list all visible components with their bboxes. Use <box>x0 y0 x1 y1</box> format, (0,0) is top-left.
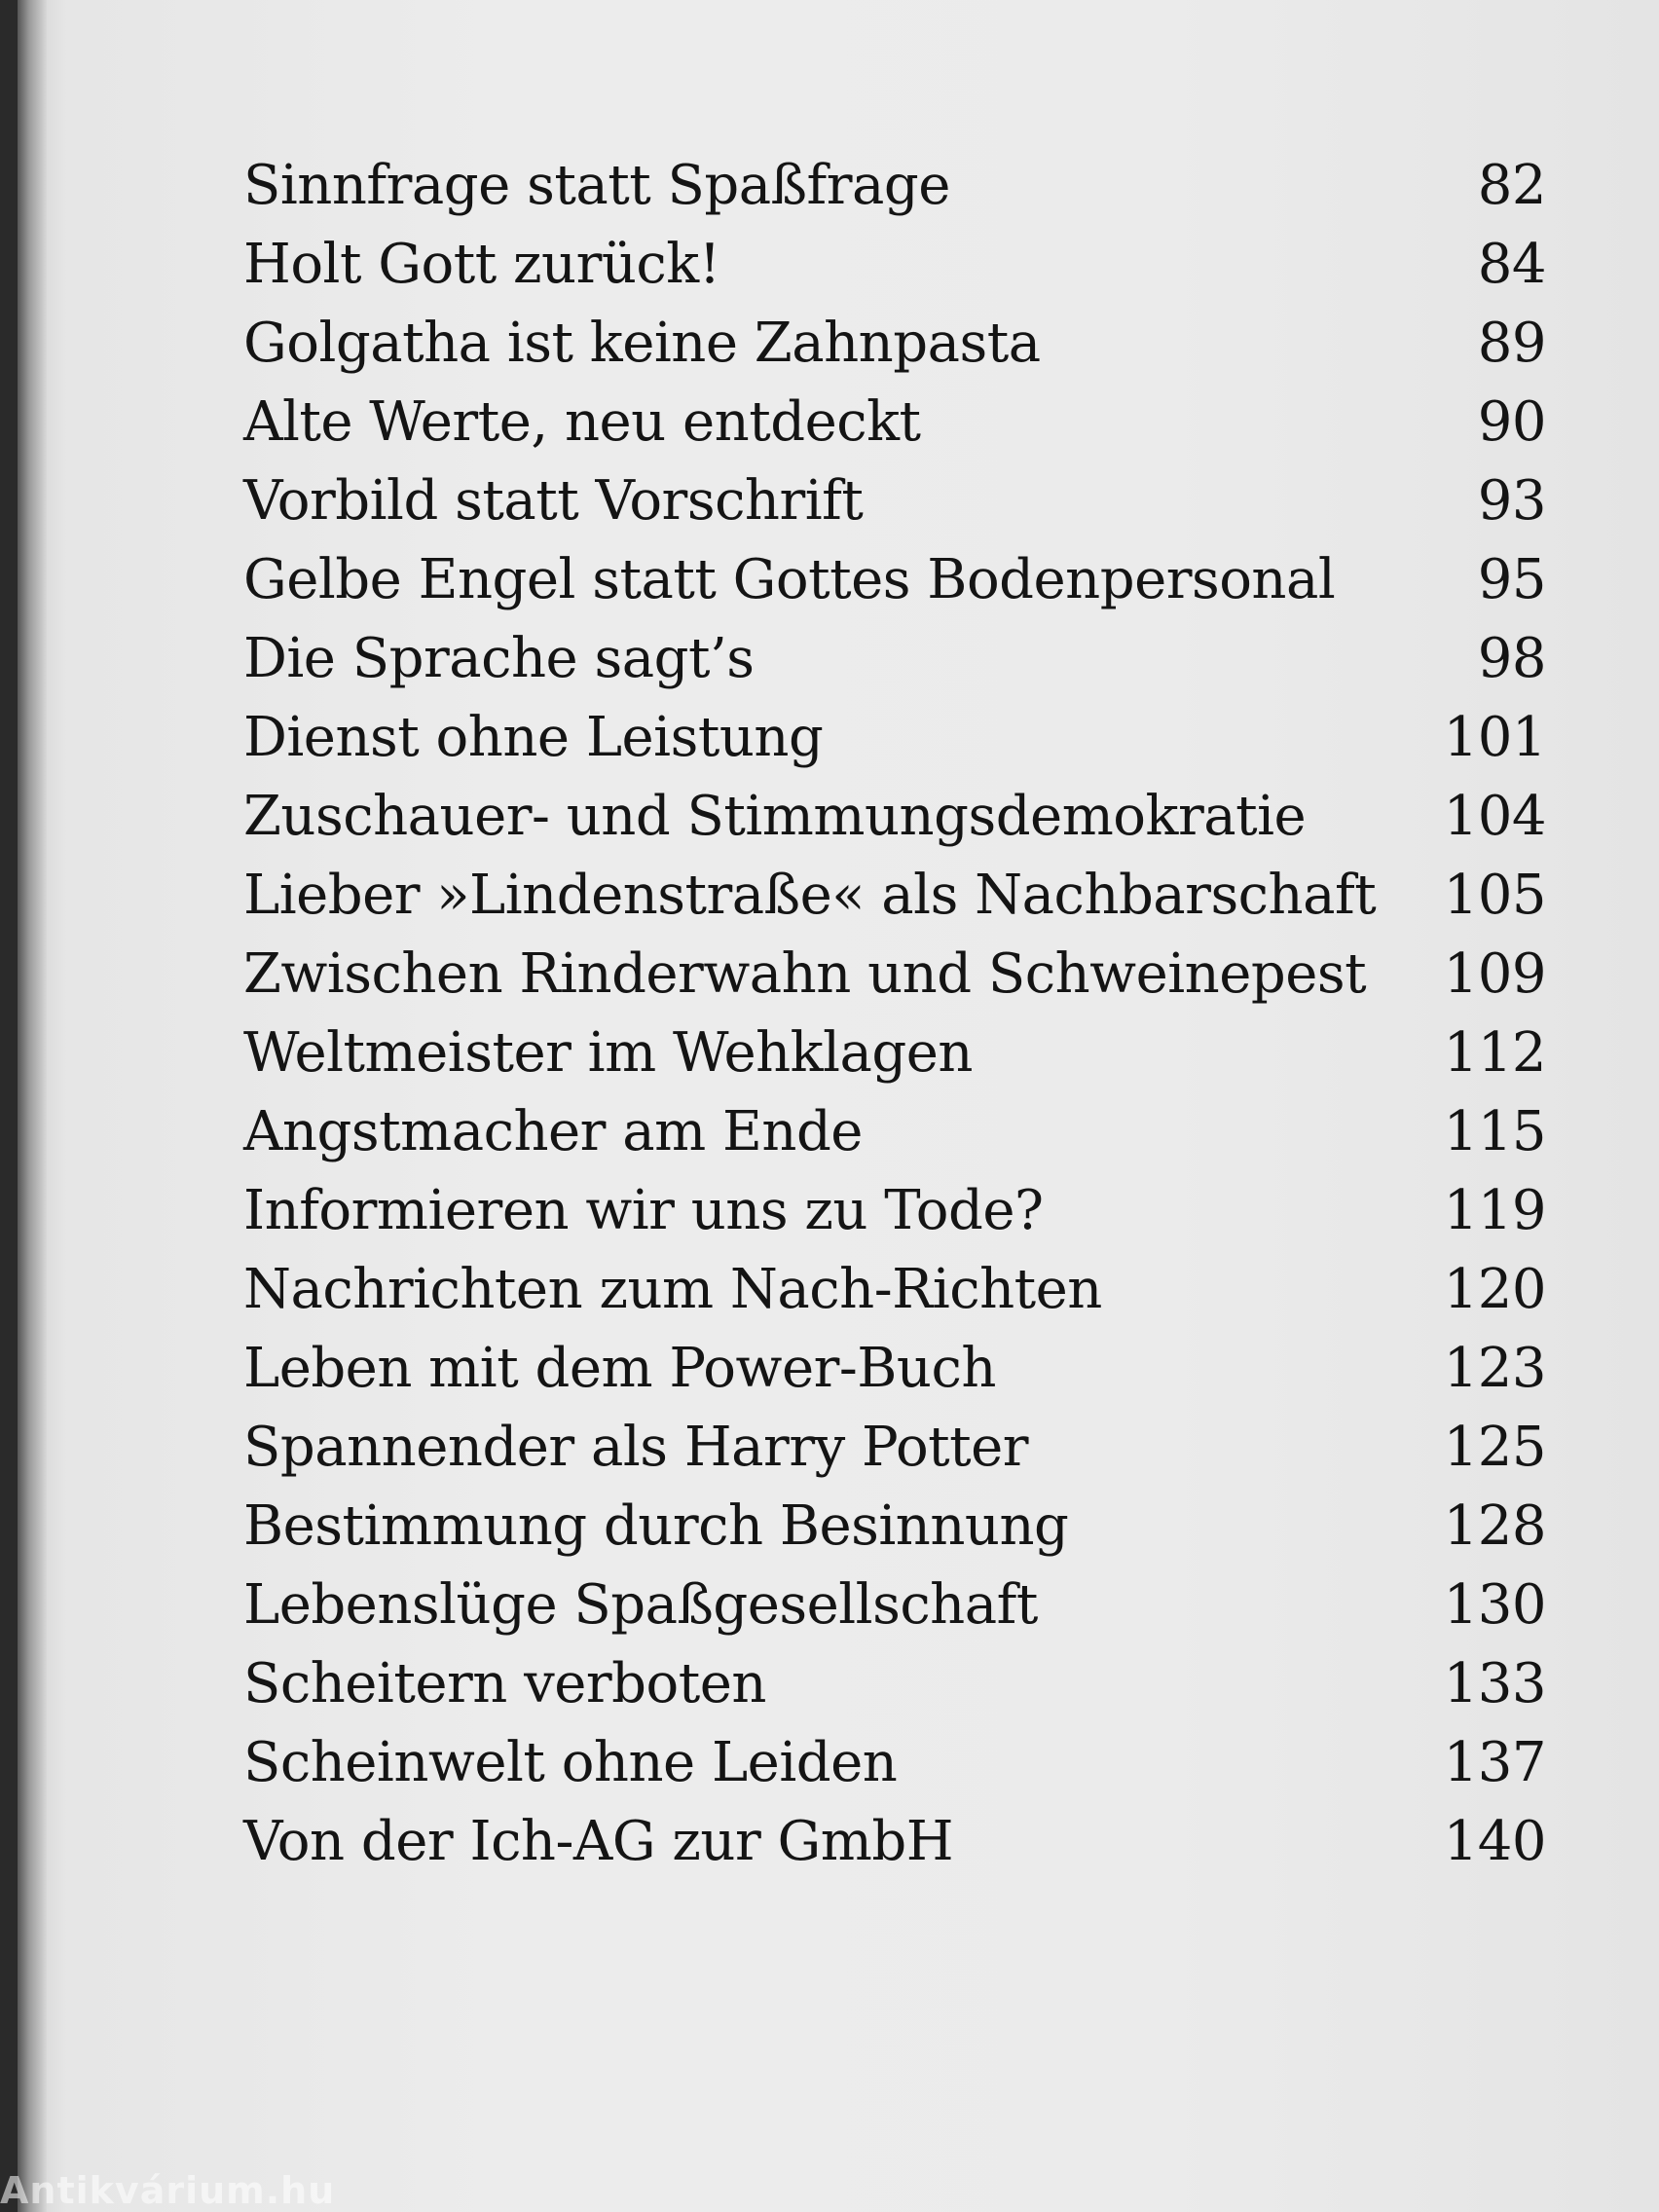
toc-entry <box>243 1644 1546 1723</box>
toc-entry <box>243 1092 1546 1171</box>
book-page <box>18 0 1659 2212</box>
toc-entry-page-number: 95 <box>1477 548 1546 611</box>
toc-entry-page-number: 137 <box>1443 1731 1546 1794</box>
toc-entry-title: Zuschauer- und Stimmungsdemokratie <box>243 785 1307 848</box>
toc-entry <box>243 619 1546 698</box>
toc-entry-page-number: 109 <box>1443 942 1546 1006</box>
toc-entry-page-number: 82 <box>1477 154 1546 217</box>
toc-entry <box>243 1566 1546 1644</box>
toc-entry-page-number: 89 <box>1477 312 1546 375</box>
toc-entry-title: Von der Ich-AG zur GmbH <box>243 1810 954 1873</box>
toc-entry <box>243 1723 1546 1802</box>
toc-entry <box>243 1014 1546 1092</box>
toc-entry-page-number: 90 <box>1477 390 1546 454</box>
toc-entry <box>243 935 1546 1014</box>
toc-entry-title: Angstmacher am Ende <box>243 1100 863 1163</box>
toc-entry-title: Gelbe Engel statt Gottes Bodenpersonal <box>243 548 1336 611</box>
toc-entry-title: Leben mit dem Power-Buch <box>243 1337 996 1400</box>
toc-entry-title: Informieren wir uns zu Tode? <box>243 1179 1044 1242</box>
toc-entry <box>243 856 1546 935</box>
toc-entry <box>243 1250 1546 1329</box>
toc-entry-title: Dienst ohne Leistung <box>243 706 824 769</box>
toc-entry-page-number: 125 <box>1443 1416 1546 1479</box>
toc-entry-page-number: 120 <box>1443 1258 1546 1321</box>
toc-entry-title: Weltmeister im Wehklagen <box>243 1021 973 1085</box>
toc-entry <box>243 540 1546 619</box>
toc-entry-title: Bestimmung durch Besinnung <box>243 1494 1069 1558</box>
toc-entry-page-number: 123 <box>1443 1337 1546 1400</box>
toc-entry-page-number: 119 <box>1443 1179 1546 1242</box>
toc-entry-page-number: 128 <box>1443 1494 1546 1558</box>
toc-entry-page-number: 84 <box>1477 233 1546 296</box>
toc-entry-title: Lieber »Lindenstraße« als Nachbarschaft <box>243 864 1377 927</box>
toc-entry <box>243 698 1546 777</box>
toc-entry-title: Scheinwelt ohne Leiden <box>243 1731 898 1794</box>
toc-entry-title: Spannender als Harry Potter <box>243 1416 1029 1479</box>
toc-entry-title: Holt Gott zurück! <box>243 233 720 296</box>
toc-entry-page-number: 105 <box>1443 864 1546 927</box>
toc-entry-title: Die Sprache sagt’s <box>243 627 755 690</box>
toc-entry-title: Zwischen Rinderwahn und Schweinepest <box>243 942 1367 1006</box>
toc-entry-title: Scheitern verboten <box>243 1652 766 1715</box>
toc-entry <box>243 1802 1546 1881</box>
table-of-contents <box>243 146 1546 1881</box>
toc-entry <box>243 777 1546 856</box>
toc-entry-page-number: 112 <box>1443 1021 1546 1085</box>
toc-entry-page-number: 140 <box>1443 1810 1546 1873</box>
toc-entry-page-number: 130 <box>1443 1573 1546 1637</box>
watermark-text: Antikvárium.hu <box>0 2169 336 2212</box>
toc-entry <box>243 146 1546 225</box>
toc-entry-title: Vorbild statt Vorschrift <box>243 469 864 533</box>
toc-entry <box>243 304 1546 383</box>
toc-entry <box>243 1408 1546 1487</box>
toc-entry-page-number: 104 <box>1443 785 1546 848</box>
toc-entry-title: Nachrichten zum Nach-Richten <box>243 1258 1102 1321</box>
page-spine-shadow <box>18 0 47 2212</box>
toc-entry <box>243 1171 1546 1250</box>
toc-entry-page-number: 98 <box>1477 627 1546 690</box>
toc-entry <box>243 383 1546 461</box>
toc-entry <box>243 1487 1546 1566</box>
toc-entry-page-number: 115 <box>1443 1100 1546 1163</box>
toc-entry-title: Lebenslüge Spaßgesellschaft <box>243 1573 1038 1637</box>
toc-entry-page-number: 93 <box>1477 469 1546 533</box>
toc-entry <box>243 461 1546 540</box>
toc-entry-title: Alte Werte, neu entdeckt <box>243 390 921 454</box>
toc-entry <box>243 225 1546 304</box>
toc-entry-page-number: 101 <box>1443 706 1546 769</box>
toc-entry <box>243 1329 1546 1408</box>
toc-entry-page-number: 133 <box>1443 1652 1546 1715</box>
toc-entry-title: Sinnfrage statt Spaßfrage <box>243 154 950 217</box>
toc-entry-title: Golgatha ist keine Zahnpasta <box>243 312 1041 375</box>
